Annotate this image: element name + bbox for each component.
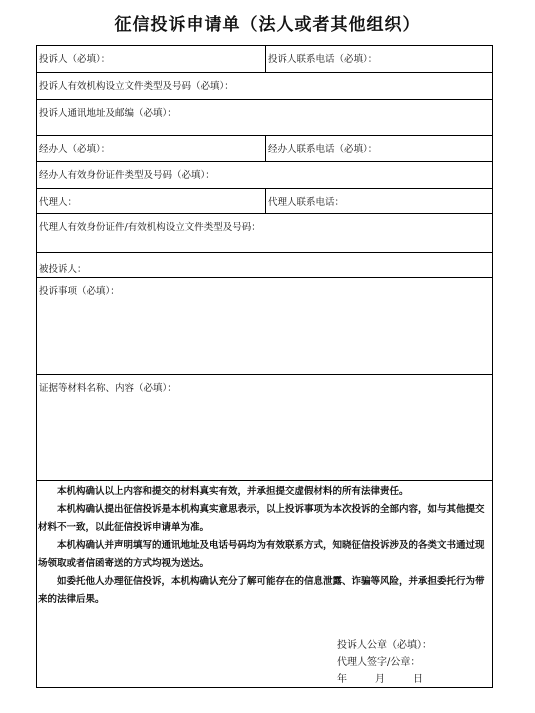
date-day: 日	[413, 674, 423, 685]
agent-row	[37, 189, 492, 214]
complainant-field[interactable]: 投诉人（必填）：	[39, 54, 111, 65]
handler-id-field[interactable]: 经办人有效身份证件类型及号码（必填）：	[39, 170, 215, 181]
respondent-row	[37, 253, 492, 278]
agent-id-row	[37, 214, 492, 253]
declaration	[37, 481, 492, 611]
complainant-doc-field[interactable]: 投诉人有效机构设立文件类型及号码（必填）：	[39, 81, 234, 92]
complainant-doc-row	[37, 73, 492, 100]
complainant-phone-field[interactable]: 投诉人联系电话（必填）：	[265, 46, 492, 72]
handler-row	[37, 136, 492, 162]
complainant-address-field[interactable]: 投诉人通讯地址及邮编（必填）：	[39, 108, 177, 119]
agent-id-field[interactable]: 代理人有效身份证件/有效机构设立文件类型及号码：	[39, 222, 261, 233]
complainant-row	[37, 46, 492, 73]
signature-date[interactable]	[337, 670, 423, 685]
matters-field[interactable]: 投诉事项（必填）：	[39, 286, 120, 297]
respondent-field[interactable]: 被投诉人：	[39, 264, 87, 275]
complainant-address-row	[37, 100, 492, 136]
date-month: 月	[375, 674, 385, 685]
handler-field[interactable]: 经办人（必填）：	[39, 144, 111, 155]
handler-id-row	[37, 162, 492, 189]
agent-signature-label[interactable]: 代理人签字/公章：	[337, 657, 421, 668]
complainant-seal-label[interactable]: 投诉人公章（必填）：	[337, 640, 432, 651]
form-title: 征信投诉申请单（法人或者其他组织）	[114, 15, 421, 35]
evidence-field[interactable]: 证据等材料名称、内容（必填）：	[39, 383, 177, 394]
matters-row	[37, 278, 492, 375]
agent-field[interactable]: 代理人：	[39, 197, 78, 208]
declaration-paragraph: 如委托他人办理征信投诉，本机构确认充分了解可能存在的信息泄露、诈骗等风险，并承担委托行为带来的法律后果。	[38, 576, 485, 605]
agent-phone-field[interactable]: 代理人联系电话：	[265, 189, 492, 213]
complaint-form	[36, 45, 493, 688]
declaration-paragraph: 本机构确认以上内容和提交的材料真实有效，并承担提交虚假材料的所有法律责任。	[57, 486, 409, 497]
declaration-paragraph: 本机构确认并声明填写的通讯地址及电话号码均为有效联系方式，知晓征信投诉涉及的各类文书通过现场领取或者信函寄送的方式均视为送达。	[38, 540, 485, 569]
date-year: 年	[337, 674, 347, 685]
declaration-paragraph: 本机构确认提出征信投诉是本机构真实意思表示，以上投诉事项为本次投诉的全部内容，如与其他提交材料不一致，以此征信投诉申请单为准。	[38, 504, 485, 533]
evidence-row	[37, 375, 492, 481]
handler-phone-field[interactable]: 经办人联系电话（必填）：	[265, 136, 492, 161]
